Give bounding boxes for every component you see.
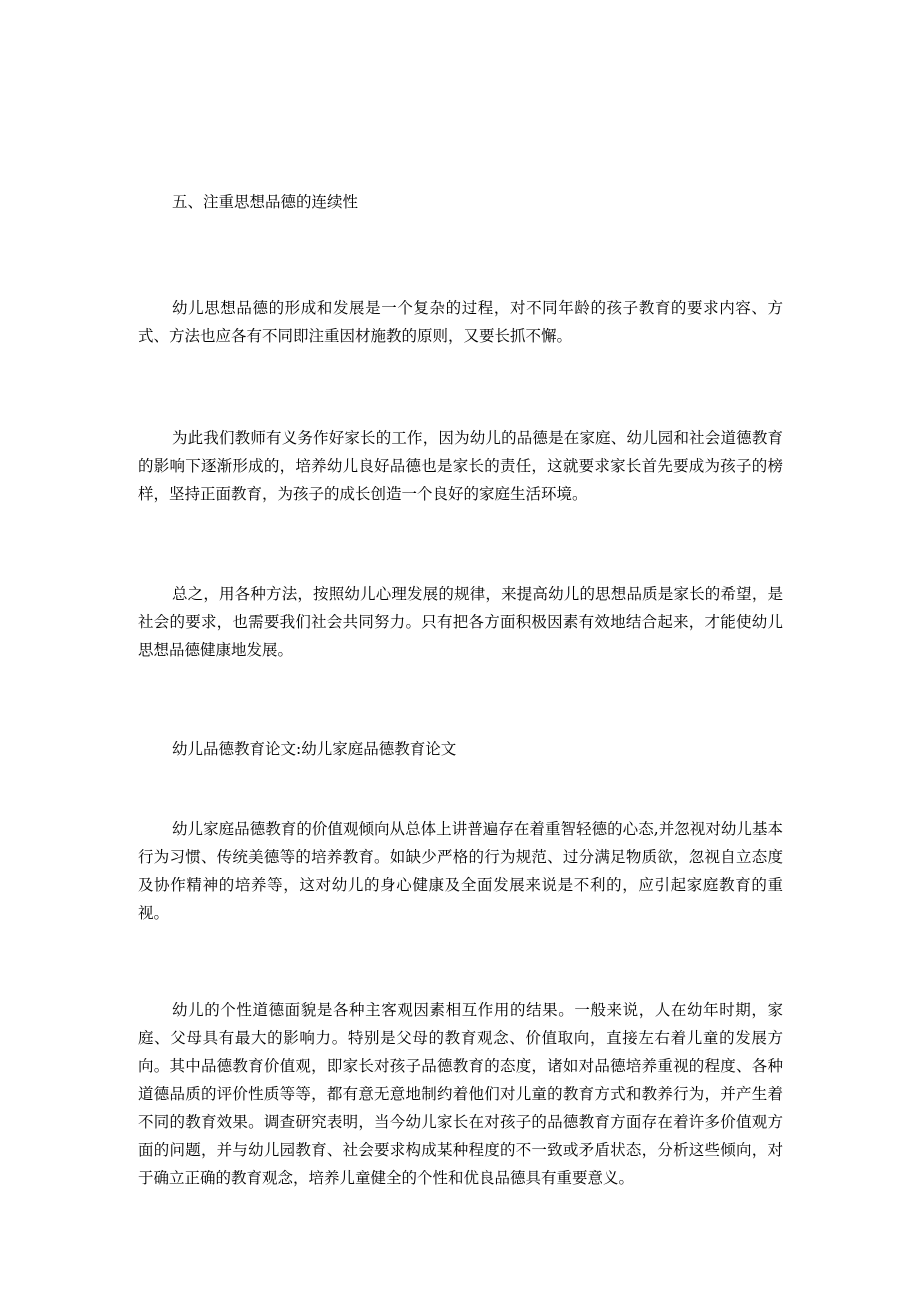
- section-heading-continuity: 五、注重思想品德的连续性: [172, 193, 359, 211]
- paragraph-conclusion: 总之，用各种方法，按照幼儿心理发展的规律，来提高幼儿的思想品质是家长的希望，是社会的要求，也需要我们社会共同努力。只有把各方面积极因素有效地结合起来，才能使幼儿思想品德健康地发展。: [138, 585, 783, 659]
- paragraph-moral-formation: 幼儿思想品德的形成和发展是一个复杂的过程，对不同年龄的孩子教育的要求内容、方式、方法也应各有不同即注重因材施教的原则，又要长抓不懈。: [138, 299, 783, 345]
- paragraph-personality-moral: 幼儿的个性道德面貌是各种主客观因素相互作用的结果。一般来说，人在幼年时期，家庭、父母具有最大的影响力。特别是父母的教育观念、价值取向，直接左右着儿童的发展方向。其中品德教育价值观，即家长对孩子品德教育的态度，诸如对品德培养重视的程度、各种道德品质的评价性质等等，都有意无意地制约着他们对儿童的教育方式和教养行为，并产生着不同的教育效果。调查研究表明，当今幼儿家长在对孩子的品德教育方面存在着许多价值观方面的问题，并与幼儿园教育、社会要求构成某种程度的不一致或矛盾状态，分析这些倾向，对于确立正确的教育观念，培养儿童健全的个性和优良品德具有重要意义。: [138, 1001, 783, 1187]
- paragraph-teacher-parent-work: 为此我们教师有义务作好家长的工作，因为幼儿的品德是在家庭、幼儿园和社会道德教育的影响下逐渐形成的，培养幼儿良好品德也是家长的责任，这就要求家长首先要成为孩子的榜样，坚持正面教育，为孩子的成长创造一个良好的家庭生活环境。: [138, 429, 783, 503]
- paragraph-value-orientation: 幼儿家庭品德教育的价值观倾向从总体上讲普遍存在着重智轻德的心态,并忽视对幼儿基本行为习惯、传统美德等的培养教育。如缺少严格的行为规范、过分满足物质欲，忽视自立态度及协作精神的培养等，这对幼儿的身心健康及全面发展来说是不利的，应引起家庭教育的重视。: [138, 820, 783, 922]
- section-heading-family-education: 幼儿品德教育论文:幼儿家庭品德教育论文: [172, 740, 457, 758]
